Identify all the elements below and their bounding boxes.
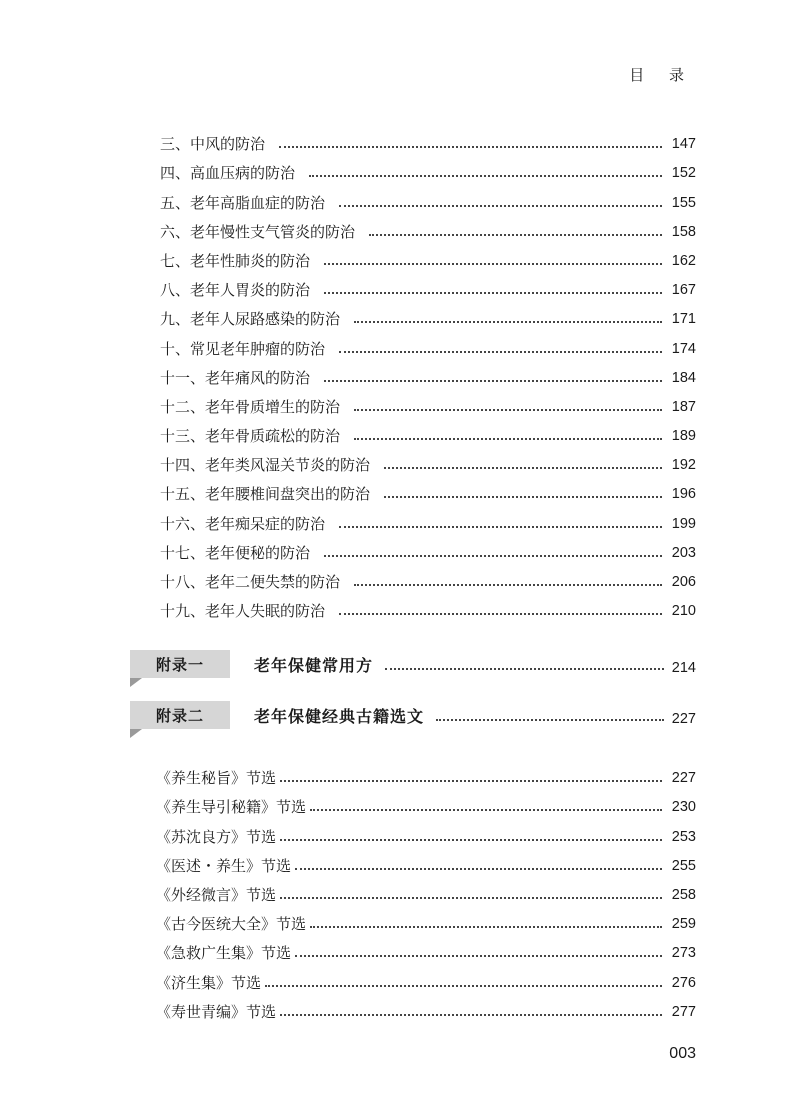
dot-leader <box>436 719 664 721</box>
toc-entry[interactable] <box>160 328 696 357</box>
toc-entry-title: 十一、老年痛风的防治 <box>160 368 311 387</box>
toc-entry[interactable] <box>156 846 696 875</box>
toc-entry[interactable] <box>160 474 696 503</box>
toc-entry[interactable] <box>156 758 696 787</box>
dot-leader <box>369 234 662 236</box>
toc-entry[interactable] <box>160 270 696 299</box>
toc-entry[interactable] <box>156 992 696 1021</box>
toc-entry-title: 《医述・养生》节选 <box>156 856 292 875</box>
dot-leader <box>280 897 662 899</box>
toc-entry-page: 277 <box>671 1003 696 1020</box>
toc-entry-page: 147 <box>671 136 696 153</box>
toc-entry-page: 206 <box>671 574 696 590</box>
toc-entry-title: 十六、老年痴呆症的防治 <box>160 514 326 533</box>
toc-entry-page: 196 <box>671 486 696 503</box>
toc-entry-page: 189 <box>671 428 696 445</box>
toc-entry[interactable] <box>160 503 696 532</box>
dot-leader <box>385 668 664 670</box>
toc-entry-title: 十九、老年人失眠的防治 <box>160 602 326 621</box>
toc-entry[interactable] <box>160 358 696 387</box>
dot-leader <box>339 205 662 207</box>
dot-leader <box>339 351 662 353</box>
appendix-page: 214 <box>671 660 696 676</box>
dot-leader <box>295 955 662 957</box>
toc-entry-page: 192 <box>671 457 696 474</box>
dot-leader <box>339 526 662 528</box>
toc-entry-title: 十三、老年骨质疏松的防治 <box>160 427 341 446</box>
toc-entry-page: 230 <box>671 799 696 816</box>
toc-entry-title: 十八、老年二便失禁的防治 <box>160 573 341 591</box>
toc-entry[interactable] <box>160 533 696 562</box>
toc-entry-page: 255 <box>671 857 696 874</box>
toc-entry-page: 155 <box>671 194 696 211</box>
toc-entry-page: 203 <box>671 544 696 561</box>
dot-leader <box>324 292 662 294</box>
running-header: 目 录 <box>629 66 694 84</box>
dot-leader <box>279 146 662 148</box>
dot-leader <box>309 175 662 177</box>
toc-entry[interactable] <box>160 212 696 241</box>
appendix-page: 227 <box>671 711 696 727</box>
dot-leader <box>384 467 662 469</box>
toc-entry[interactable] <box>160 445 696 474</box>
dot-leader <box>354 584 662 586</box>
toc-entry-page: 258 <box>671 886 696 903</box>
appendix-one-heading[interactable] <box>130 646 696 682</box>
toc-entry[interactable] <box>156 816 696 845</box>
dot-leader <box>354 409 662 411</box>
toc-entry[interactable] <box>156 933 696 962</box>
toc-entry[interactable] <box>160 182 696 211</box>
toc-entry-title: 《养生导引秘籍》节选 <box>156 798 307 817</box>
toc-entry-page: 273 <box>671 945 696 962</box>
appendix-two-heading[interactable] <box>130 697 696 733</box>
appendix-label-tab: 附录一 <box>130 650 230 678</box>
page-number: 003 <box>669 1045 696 1062</box>
toc-entry-title: 四、高血压病的防治 <box>160 164 296 183</box>
toc-entry-title: 八、老年人胃炎的防治 <box>160 281 311 300</box>
toc-entry-page: 174 <box>671 340 696 357</box>
toc-entry-title: 十五、老年腰椎间盘突出的防治 <box>160 485 371 504</box>
toc-entry-title: 《寿世青编》节选 <box>156 1002 277 1021</box>
toc-entry-page: 199 <box>671 515 696 532</box>
toc-entry-title: 十二、老年骨质增生的防治 <box>160 397 341 416</box>
dot-leader <box>280 839 662 841</box>
dot-leader <box>280 1014 662 1016</box>
toc-entry-title: 六、老年慢性支气管炎的防治 <box>160 222 356 241</box>
toc-entry[interactable] <box>156 875 696 904</box>
toc-entry[interactable] <box>160 416 696 445</box>
toc-entry-page: 259 <box>671 916 696 933</box>
dot-leader <box>324 555 662 557</box>
toc-entry-title: 《养生秘旨》节选 <box>156 769 277 788</box>
appendix-title: 老年保健经典古籍选文 <box>254 706 425 726</box>
toc-entry-page: 162 <box>671 252 696 269</box>
chapter-toc-list <box>160 124 696 620</box>
toc-entry-title: 十七、老年便秘的防治 <box>160 543 311 562</box>
toc-entry[interactable] <box>156 962 696 991</box>
dot-leader <box>265 985 662 987</box>
toc-entry-page: 167 <box>671 282 696 299</box>
appendix-title: 老年保健常用方 <box>254 655 374 675</box>
dot-leader <box>384 496 662 498</box>
toc-entry[interactable] <box>156 787 696 816</box>
toc-entry-page: 253 <box>671 828 696 845</box>
toc-entry[interactable] <box>160 562 696 591</box>
dot-leader <box>324 380 662 382</box>
toc-entry[interactable] <box>160 153 696 182</box>
dot-leader <box>354 321 662 323</box>
toc-entry[interactable] <box>156 904 696 933</box>
appendix-label-tab: 附录二 <box>130 701 230 729</box>
dot-leader <box>280 780 662 782</box>
toc-entry-title: 三、中风的防治 <box>160 135 266 154</box>
toc-entry[interactable] <box>160 241 696 270</box>
toc-entry[interactable] <box>160 387 696 416</box>
toc-entry[interactable] <box>160 124 696 153</box>
toc-entry-page: 276 <box>671 974 696 991</box>
classic-texts-toc-list <box>156 758 696 1021</box>
toc-entry-title: 《外经微言》节选 <box>156 885 277 904</box>
toc-entry-page: 210 <box>671 603 696 620</box>
dot-leader <box>324 263 662 265</box>
dot-leader <box>354 438 662 440</box>
dot-leader <box>310 926 662 928</box>
toc-entry-title: 《苏沈良方》节选 <box>156 827 277 846</box>
toc-entry-title: 十、常见老年肿瘤的防治 <box>160 339 326 358</box>
toc-entry-title: 九、老年人尿路感染的防治 <box>160 310 341 329</box>
toc-entry-title: 《急救广生集》节选 <box>156 944 292 963</box>
toc-entry-title: 五、老年高脂血症的防治 <box>160 193 326 212</box>
toc-entry-title: 十四、老年类风湿关节炎的防治 <box>160 456 371 475</box>
toc-entry-page: 152 <box>671 165 696 182</box>
toc-entry-title: 《济生集》节选 <box>156 973 262 992</box>
toc-entry[interactable] <box>160 591 696 620</box>
toc-entry-page: 171 <box>671 311 696 328</box>
dot-leader <box>295 868 662 870</box>
toc-entry[interactable] <box>160 299 696 328</box>
toc-entry-page: 158 <box>671 223 696 240</box>
toc-entry-page: 184 <box>671 369 696 386</box>
dot-leader <box>339 613 662 615</box>
toc-entry-page: 187 <box>671 398 696 415</box>
dot-leader <box>310 809 662 811</box>
toc-entry-title: 七、老年性肺炎的防治 <box>160 251 311 270</box>
toc-entry-page: 227 <box>671 770 696 787</box>
toc-entry-title: 《古今医统大全》节选 <box>156 915 307 934</box>
